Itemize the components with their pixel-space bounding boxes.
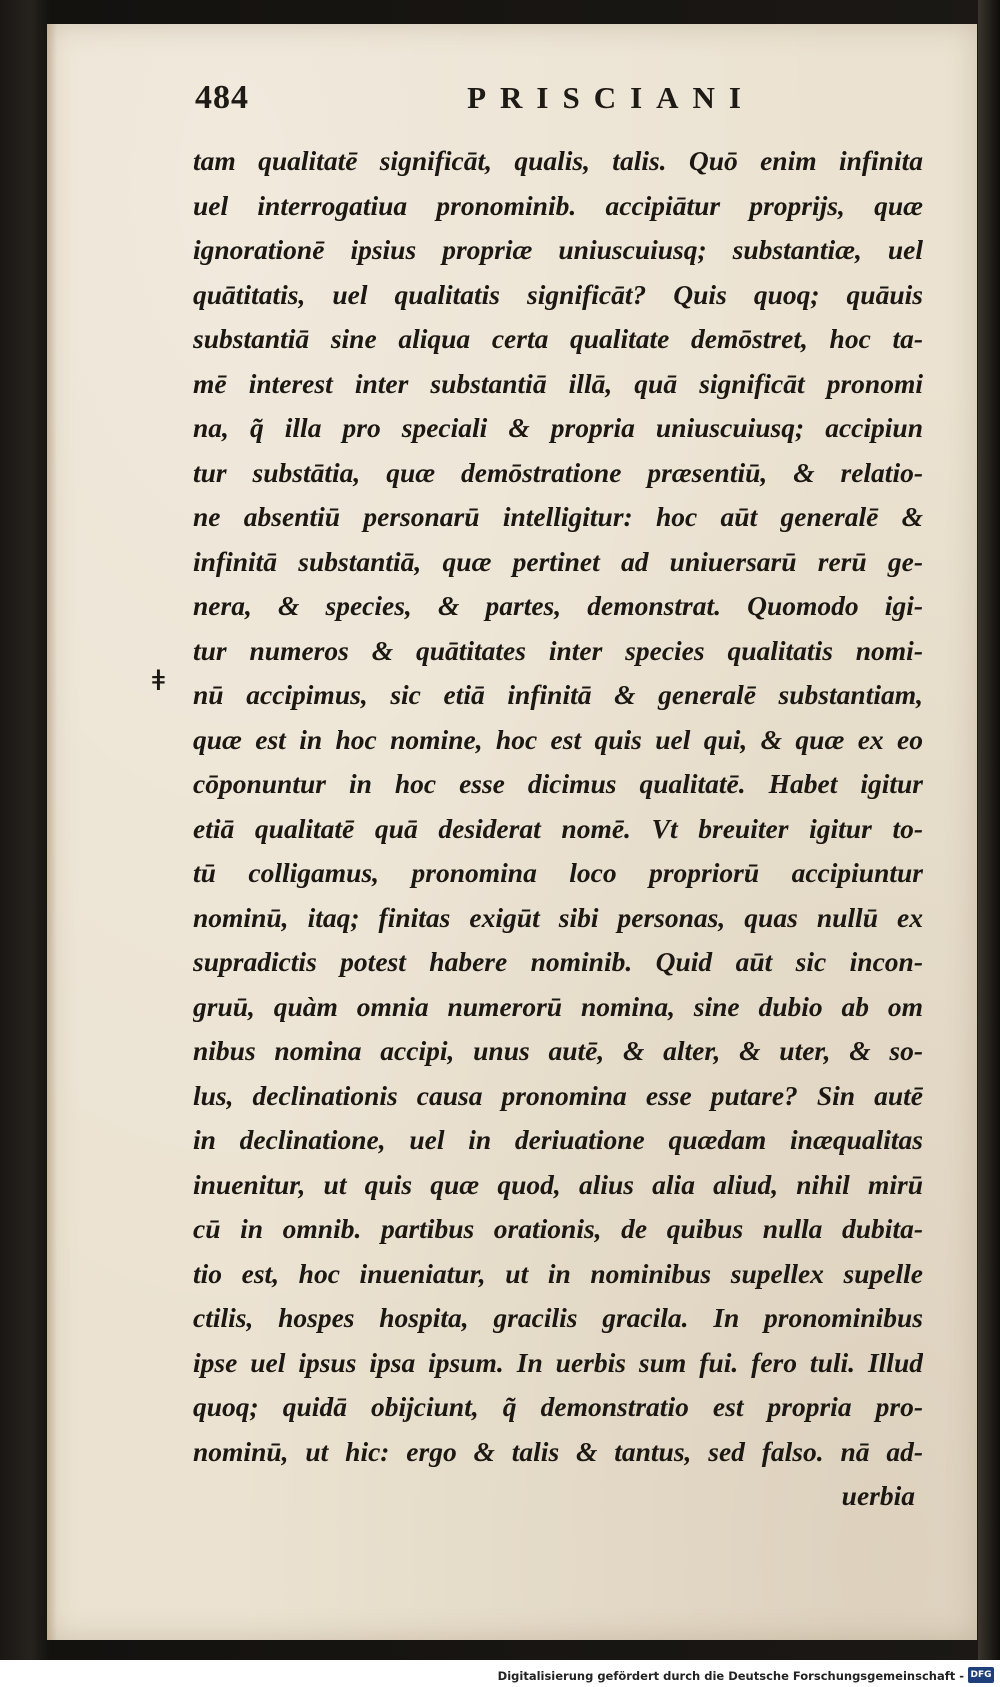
text-line: nū accipimus, sic etiā infinitā & generalē substantiam, bbox=[193, 679, 923, 710]
funding-credit: Digitalisierung gefördert durch die Deutsche Forschungsgemeinschaft - bbox=[497, 1669, 964, 1683]
text-line: cū in omnib. partibus orationis, de quibus nulla dubita- bbox=[193, 1213, 923, 1244]
text-line: tio est, hoc inueniatur, ut in nominibus supellex supelle bbox=[193, 1257, 923, 1289]
running-head bbox=[195, 70, 755, 126]
text-line: gruū, quàm omnia numerorū nomina, sine dubio ab om bbox=[193, 990, 923, 1022]
text-line: ignorationē ipsius propriæ uniuscuiusq; substantiæ, uel bbox=[193, 234, 923, 265]
text-line: inuenitur, ut quis quæ quod, alius alia aliud, nihil mirū bbox=[193, 1168, 923, 1200]
text-line: tur numeros & quātitates inter species qualitatis nomi- bbox=[193, 634, 923, 666]
text-line: mē interest inter substantiā illā, quā significāt pronomi bbox=[193, 367, 923, 399]
text-line: lus, declinationis causa pronomina esse putare? Sin autē bbox=[193, 1079, 923, 1111]
text-line: nibus nomina accipi, unus autē, & alter, & uter, & so- bbox=[193, 1035, 923, 1066]
text-line: ctilis, hospes hospita, gracilis gracila. In pronominibus bbox=[193, 1302, 923, 1333]
text-line: ne absentiū personarū intelligitur: hoc aūt generalē & bbox=[193, 501, 923, 532]
text-line: etiā qualitatē quā desiderat nomē. Vt breuiter igitur to- bbox=[193, 812, 923, 844]
text-line: tū colligamus, pronomina loco propriorū accipiuntur bbox=[193, 857, 923, 888]
text-block bbox=[193, 139, 923, 1519]
page-number: 484 bbox=[195, 79, 249, 116]
text-line: substantiā sine aliqua certa qualitate demōstret, hoc ta- bbox=[193, 323, 923, 354]
margin-mark: ǂ bbox=[152, 664, 165, 697]
text-line: tam qualitatē significāt, qualis, talis. Quō enim infinita bbox=[193, 145, 923, 176]
text-line: nominū, ut hic: ergo & talis & tantus, sed falso. nā ad- bbox=[193, 1435, 923, 1467]
text-line: na, q̃ illa pro speciali & propria uniuscuiusq; accipiun bbox=[193, 412, 923, 443]
text-line: cōponuntur in hoc esse dicimus qualitatē. Habet igitur bbox=[193, 768, 923, 799]
text-line: tur substātia, quæ demōstratione præsentiū, & relatio- bbox=[193, 456, 923, 488]
text-line: supradictis potest habere nominib. Quid aūt sic incon- bbox=[193, 946, 923, 977]
text-line: quoq; quidā obijciunt, q̃ demonstratio est propria pro- bbox=[193, 1391, 923, 1422]
text-line: ipse uel ipsus ipsa ipsum. In uerbis sum fui. fero tuli. Illud bbox=[193, 1346, 923, 1378]
text-line: quātitatis, uel qualitatis significāt? Quis quoq; quāuis bbox=[193, 278, 923, 310]
text-line: nominū, itaq; finitas exigūt sibi personas, quas nullū ex bbox=[193, 901, 923, 933]
catchword: uerbia bbox=[841, 1480, 915, 1511]
page-gutter-shading bbox=[47, 24, 57, 1640]
running-title: PRISCIANI bbox=[467, 80, 755, 115]
text-line: quæ est in hoc nomine, hoc est quis uel qui, & quæ ex eo bbox=[193, 723, 923, 755]
page-edge-shadow bbox=[978, 0, 1000, 1660]
text-line: in declinatione, uel in deriuatione quædam inæqualitas bbox=[193, 1124, 923, 1155]
digitization-footer bbox=[0, 1660, 1000, 1687]
text-line: nera, & species, & partes, demonstrat. Quomodo igi- bbox=[193, 590, 923, 621]
dfg-logo-icon: DFG bbox=[968, 1667, 994, 1683]
text-line: infinitā substantiā, quæ pertinet ad uniuersarū rerū ge- bbox=[193, 545, 923, 577]
text-line: uel interrogatiua pronominib. accipiātur proprijs, quæ bbox=[193, 189, 923, 221]
